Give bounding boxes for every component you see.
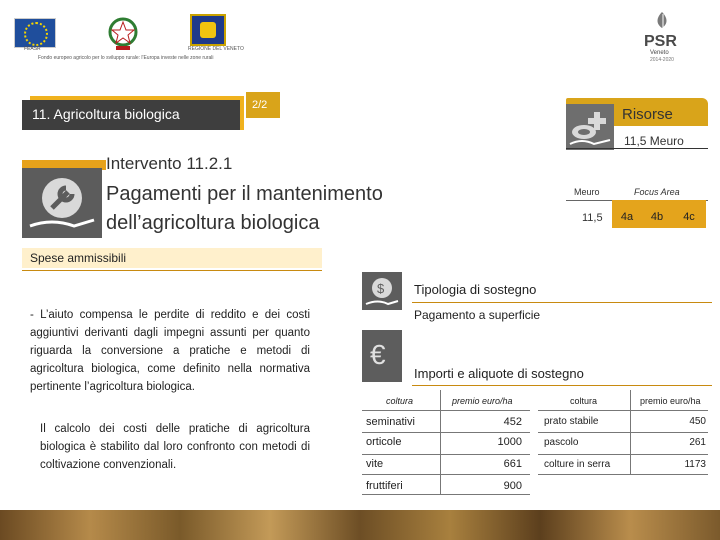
right-row-3-line	[538, 474, 708, 475]
right-table-header-premium: premio euro/ha	[640, 396, 701, 406]
left-row-3-line	[362, 474, 530, 475]
spese-paragraph-1: - L’aiuto compensa le perdite di reddito e dei costi aggiuntivi derivanti dagli impegni assunti per quanto riguarda la conversione a pratiche e metodi di agricoltura biologica, come definito nella normativa pertinente l’agricoltura biologica.	[30, 309, 310, 393]
wrench-hand-icon	[22, 168, 102, 238]
left-table-vline	[440, 390, 441, 494]
eu-caption: FEASR	[24, 46, 41, 52]
svg-text:PSR: PSR	[644, 33, 677, 50]
tipologia-divider	[412, 302, 712, 303]
risorse-divider	[566, 148, 708, 149]
focus-area-4a: 4a	[612, 200, 642, 228]
right-row-2-crop: pascolo	[544, 437, 579, 448]
right-row-2-line	[538, 454, 708, 455]
feasr-tagline: Fondo europeo agricolo per lo sviluppo rurale: l'Europa investe nelle zone rurali	[38, 55, 214, 61]
intervento-code: Intervento 11.2.1	[106, 154, 233, 173]
left-row-3-crop: vite	[366, 458, 384, 470]
spese-heading: Spese ammissibili	[22, 248, 322, 268]
focus-meuro-value: 11,5	[582, 212, 603, 224]
importi-label: Importi e aliquote di sostegno	[414, 366, 584, 381]
eu-flag-logo	[14, 18, 56, 48]
tipologia-label: Tipologia di sostegno	[414, 282, 537, 297]
left-row-2-crop: orticole	[366, 436, 402, 448]
left-row-2-line	[362, 454, 530, 455]
spese-paragraph-2: Il calcolo dei costi delle pratiche di agricoltura biologica è stabilito dal loro confronto con metodi di coltivazione convenzionali.	[40, 423, 310, 471]
intervento-title-line1: Pagamenti per il mantenimento	[106, 183, 383, 205]
right-row-3-crop: colture in serra	[544, 459, 611, 470]
left-table-header-line	[362, 410, 530, 411]
right-table-header-line	[538, 410, 708, 411]
right-table-header-crop: coltura	[570, 396, 598, 406]
right-row-1-crop: prato stabile	[544, 416, 599, 427]
coins-plus-icon	[566, 104, 614, 150]
left-row-1-value: 452	[503, 416, 522, 428]
region-veneto-logo	[190, 14, 226, 46]
right-table-vline	[630, 390, 631, 474]
focus-area-4b: 4b	[642, 200, 672, 228]
intervento-title-line2: dell’agricoltura biologica	[106, 212, 320, 234]
left-table-header-premium: premio euro/ha	[452, 396, 513, 406]
right-row-1-line	[538, 432, 708, 433]
spese-divider	[22, 270, 322, 271]
euro-icon	[362, 330, 402, 382]
risorse-label: Risorse	[622, 106, 673, 123]
left-row-4-line	[362, 494, 530, 495]
right-row-2-value: 261	[689, 437, 706, 448]
wheat-field-banner	[0, 510, 720, 540]
italian-emblem-logo	[106, 14, 140, 52]
risorse-amount: 11,5 Meuro	[624, 134, 684, 148]
page-indicator: 2/2	[246, 92, 280, 118]
left-row-4-crop: fruttiferi	[366, 480, 403, 492]
focus-header-meuro: Meuro	[574, 187, 600, 197]
left-row-2-value: 1000	[497, 436, 522, 448]
region-caption: REGIONE DEL VENETO	[188, 46, 244, 52]
measure-title: 11. Agricoltura biologica	[22, 100, 240, 130]
psr-veneto-logo	[642, 10, 684, 62]
svg-text:Veneto: Veneto	[650, 50, 669, 56]
left-table-header-crop: coltura	[386, 396, 414, 406]
left-row-1-line	[362, 432, 530, 433]
tipologia-value: Pagamento a superficie	[414, 308, 541, 322]
svg-text:$: $	[377, 281, 385, 296]
importi-divider	[412, 385, 712, 386]
focus-header-area: Focus Area	[634, 187, 680, 197]
svg-text:2014-2020: 2014-2020	[650, 57, 674, 62]
left-row-1-crop: seminativi	[366, 416, 415, 428]
left-row-3-value: 661	[503, 458, 522, 470]
right-row-1-value: 450	[689, 416, 706, 427]
svg-text:€: €	[370, 339, 386, 370]
dollar-hand-icon	[362, 272, 402, 310]
right-row-3-value: 1173	[684, 459, 706, 470]
focus-area-4c: 4c	[672, 200, 706, 228]
left-row-4-value: 900	[503, 480, 522, 492]
